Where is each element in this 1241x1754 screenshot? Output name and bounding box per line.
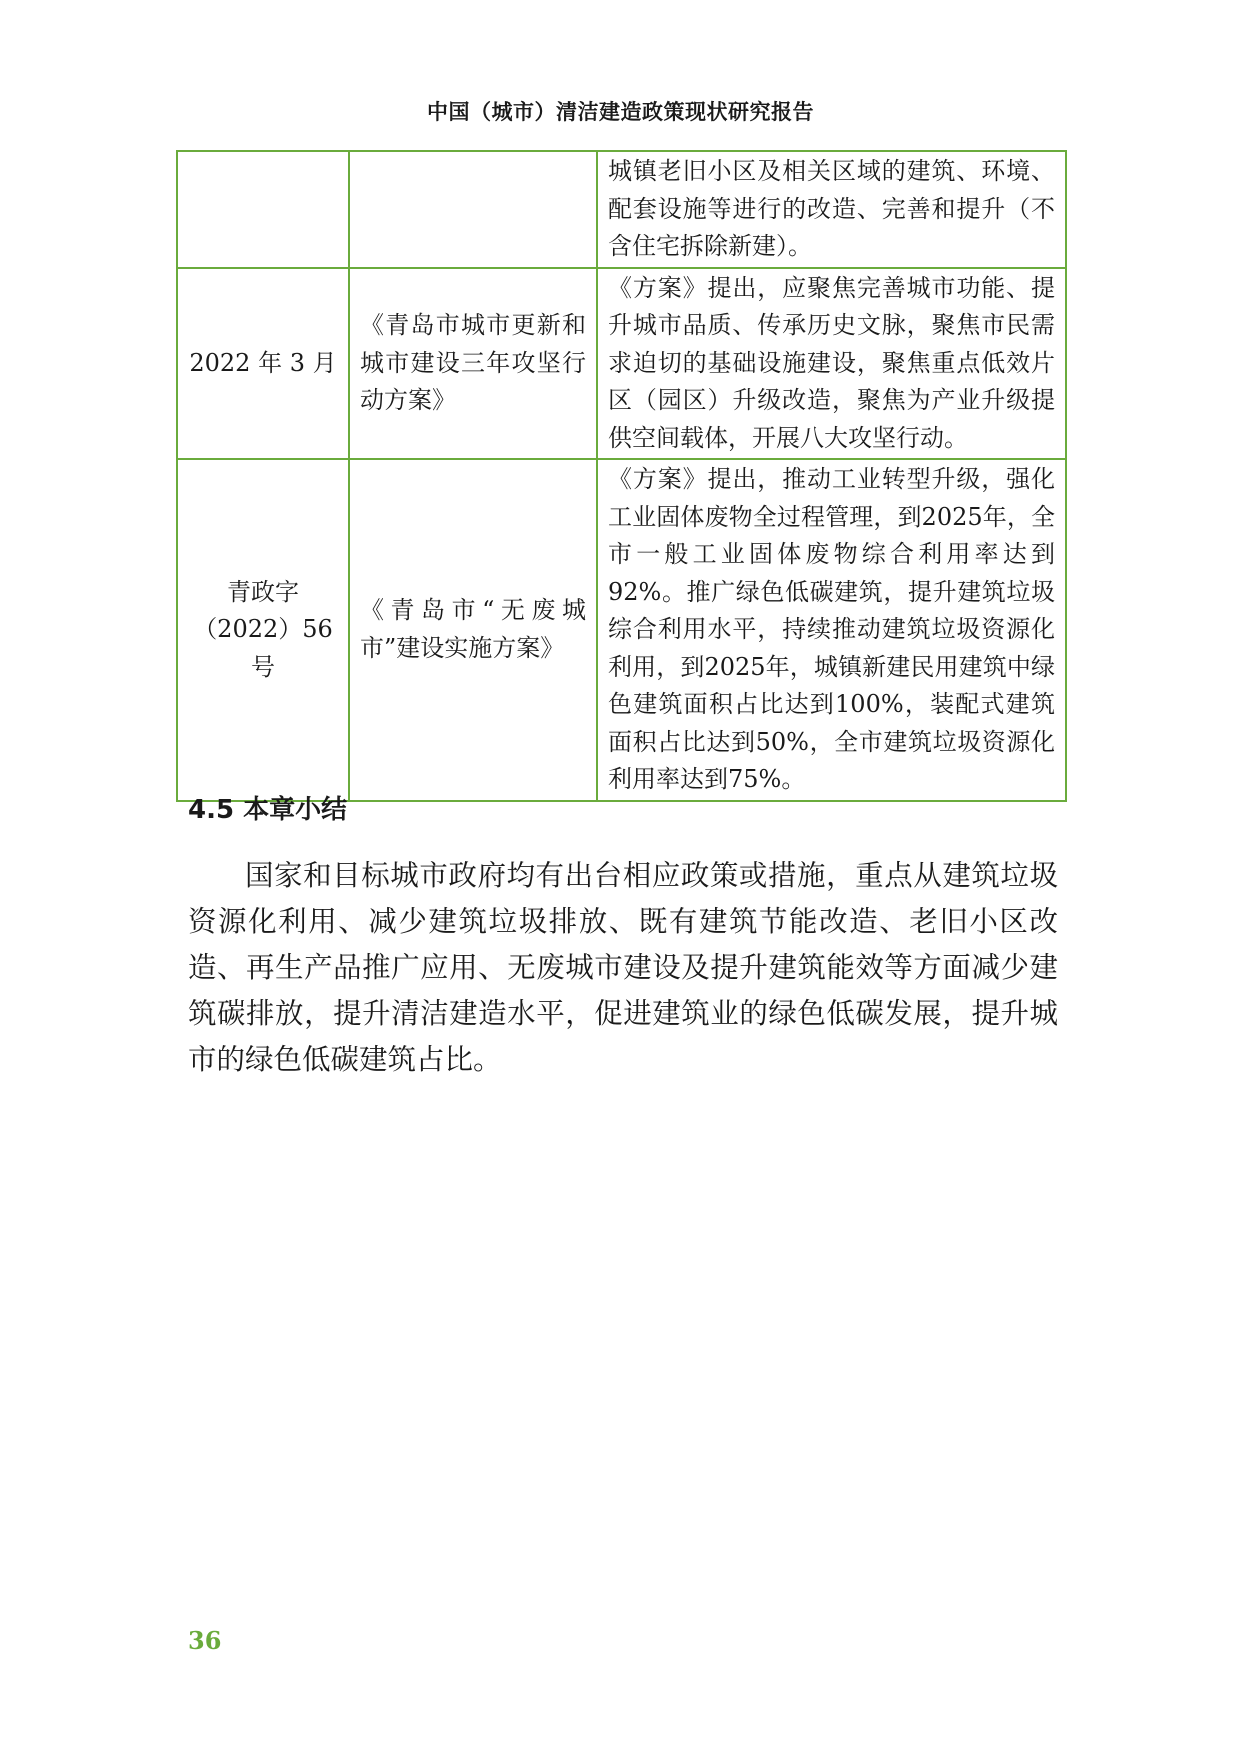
table-cell-description: 城镇老旧小区及相关区域的建筑、环境、配套设施等进行的改造、完善和提升（不含住宅拆除新建）。: [597, 151, 1066, 268]
table-cell-description: 《方案》提出，应聚焦完善城市功能、提升城市品质、传承历史文脉，聚焦市民需求迫切的基础设施建设，聚焦重点低效片区（园区）升级改造，聚焦为产业升级提供空间载体，开展八大攻坚行动。: [597, 268, 1066, 460]
table-row: [177, 151, 1066, 268]
table-cell-date: [177, 151, 349, 268]
table-row: [177, 459, 1066, 801]
summary-paragraph: 国家和目标城市政府均有出台相应政策或措施，重点从建筑垃圾资源化利用、减少建筑垃圾排放、既有建筑节能改造、老旧小区改造、再生产品推广应用、无废城市建设及提升建筑能效等方面减少建筑碳排放，提升清洁建造水平，促进建筑业的绿色低碳发展，提升城市的绿色低碳建筑占比。: [188, 859, 1058, 1076]
table-cell-document: [349, 151, 597, 268]
table-cell-date: 2022 年 3 月: [177, 268, 349, 460]
table-cell-document: 《青岛市“无废城市”建设实施方案》: [349, 459, 597, 801]
page-number: 36: [188, 1626, 222, 1655]
running-header-title: 中国（城市）清洁建造政策现状研究报告: [427, 100, 814, 124]
table-cell-date: 青政字（2022）56 号: [177, 459, 349, 801]
table-cell-description: 《方案》提出，推动工业转型升级，强化工业固体废物全过程管理，到2025年，全市一般工业固体废物综合利用率达到92%。推广绿色低碳建筑，提升建筑垃圾综合利用水平，持续推动建筑垃圾资源化利用，到2025年，城镇新建民用建筑中绿色建筑面积占比达到100%，装配式建筑面积占比达到50%，全市建筑垃圾资源化利用率达到75%。: [597, 459, 1066, 801]
table-cell-document: 《青岛市城市更新和城市建设三年攻坚行动方案》: [349, 268, 597, 460]
section-heading: 4.5 本章小结: [188, 795, 348, 825]
policy-table: [176, 150, 1067, 802]
table-row: [177, 268, 1066, 460]
